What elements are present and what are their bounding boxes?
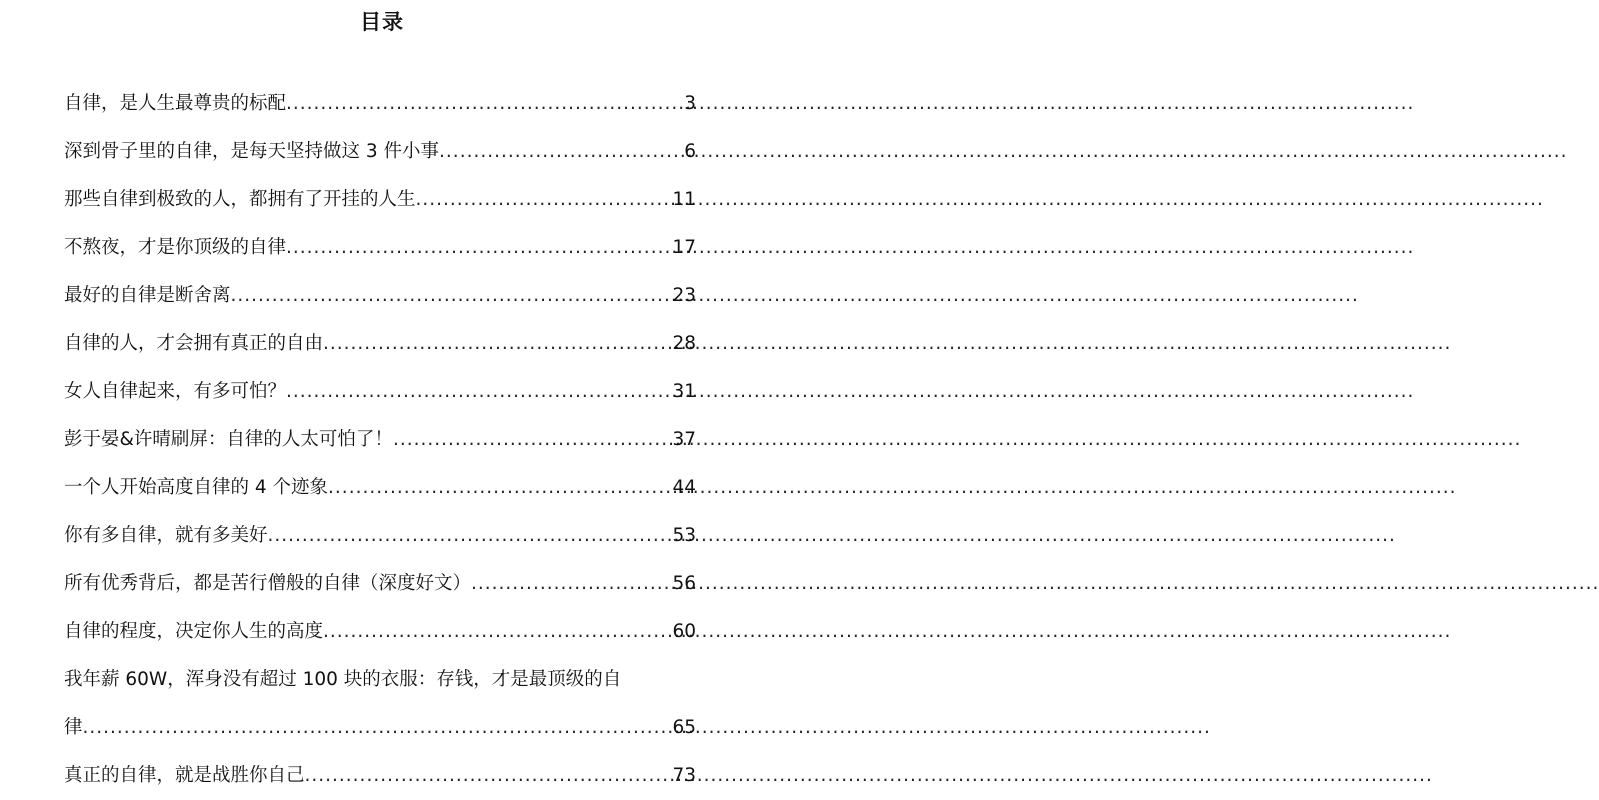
toc-entry[interactable] [64,464,696,512]
toc-entry-wrapped-first-line[interactable] [64,656,696,704]
dot-leader [305,752,671,800]
toc-entry[interactable] [64,416,696,464]
toc-entry-page: 44 [672,477,696,498]
toc-entry-page: 3 [684,93,696,114]
toc-entry-page: 73 [672,765,696,786]
toc-entry-title: 真正的自律，就是战胜你自己 [64,765,305,786]
dot-leader [268,512,671,560]
toc-entry[interactable] [64,128,696,176]
toc-entry-page: 56 [672,573,696,594]
toc-entry-title: 最好的自律是断舍离 [64,285,231,306]
page-title: 目录 [360,10,404,34]
dot-leader [286,80,682,128]
toc-entry-wrapped-second-line[interactable] [64,704,696,752]
dot-leader [286,224,670,272]
dot-leader [416,176,671,224]
dot-leader [439,128,682,176]
toc-entry-page: 28 [672,333,696,354]
toc-entry[interactable] [64,176,696,224]
toc-entry[interactable] [64,272,696,320]
toc-entry-page: 60 [672,621,696,642]
toc-entry[interactable] [64,608,696,656]
toc-entry-title: 彭于晏&许晴刷屏：自律的人太可怕了！ [64,429,393,450]
toc-entry-title: 自律的程度，决定你人生的高度 [64,621,324,642]
table-of-contents [64,80,696,800]
toc-entry-page: 37 [672,429,696,450]
toc-entry-title: 女人自律起来，有多可怕？ [64,381,287,402]
toc-entry-title: 所有优秀背后，都是苦行僧般的自律（深度好文） [64,573,472,594]
toc-entry-title: 不熬夜，才是你顶级的自律 [64,237,287,258]
toc-entry-page: 11 [672,189,696,210]
dot-leader [471,560,670,608]
dot-leader [83,704,671,752]
toc-entry-title-line1: 我年薪 60W，浑身没有超过 100 块的衣服：存钱，才是最顶级的自 [64,669,622,690]
toc-entry-page: 31 [672,381,696,402]
toc-entry-title: 你有多自律，就有多美好 [64,525,268,546]
toc-entry[interactable] [64,224,696,272]
toc-entry-title: 深到骨子里的自律，是每天坚持做这 3 件小事 [64,141,440,162]
toc-entry[interactable] [64,512,696,560]
dot-leader [328,464,670,512]
dot-leader [323,608,670,656]
dot-leader [323,320,670,368]
toc-entry-title: 那些自律到极致的人，都拥有了开挂的人生 [64,189,416,210]
toc-entry-page: 65 [672,717,696,738]
dot-leader [231,272,671,320]
toc-entry-title-line2: 律 [64,717,83,738]
toc-entry[interactable] [64,368,696,416]
toc-entry-page: 53 [672,525,696,546]
toc-entry[interactable] [64,320,696,368]
toc-entry[interactable] [64,752,696,800]
dot-leader [393,416,671,464]
toc-entry-page: 23 [672,285,696,306]
toc-entry-title: 自律，是人生最尊贵的标配 [64,93,287,114]
toc-entry-page: 17 [672,237,696,258]
dot-leader [286,368,670,416]
toc-entry-page: 6 [684,141,696,162]
toc-entry-title: 一个人开始高度自律的 4 个迹象 [64,477,329,498]
toc-entry[interactable] [64,560,696,608]
toc-entry-title: 自律的人，才会拥有真正的自由 [64,333,324,354]
toc-entry[interactable] [64,80,696,128]
